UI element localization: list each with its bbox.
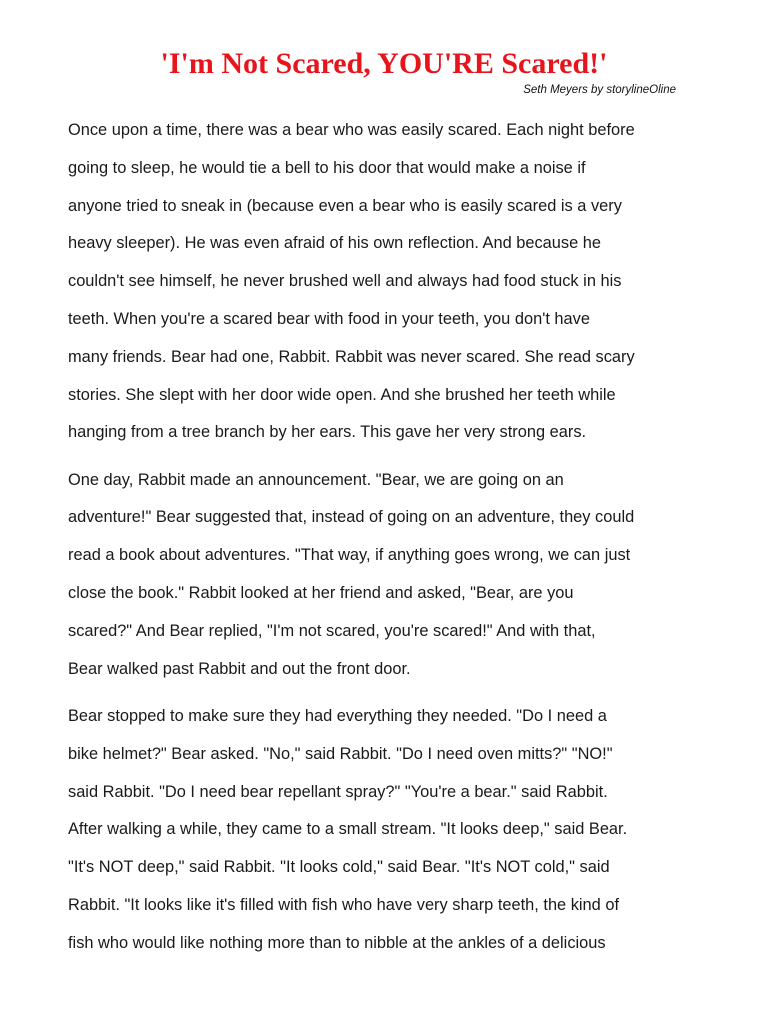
text-line: anyone tried to sneak in (because even a bear who is easily scared is a very bbox=[68, 196, 622, 215]
text-line: Bear walked past Rabbit and out the front door. bbox=[68, 659, 411, 678]
text-line: couldn't see himself, he never brushed well and always had food stuck in his bbox=[68, 272, 622, 291]
text-line: adventure!" Bear suggested that, instead of going on an adventure, they could bbox=[68, 508, 635, 527]
text-line: scared?" And Bear replied, "I'm not scared, you're scared!" And with that, bbox=[68, 621, 596, 640]
text-line: said Rabbit. "Do I need bear repellant spray?" "You're a bear." said Rabbit. bbox=[68, 782, 608, 801]
text-line: close the book." Rabbit looked at her friend and asked, "Bear, are you bbox=[68, 584, 574, 603]
text-line: going to sleep, he would tie a bell to his door that would make a noise if bbox=[68, 158, 586, 177]
text-line: bike helmet?" Bear asked. "No," said Rabbit. "Do I need oven mitts?" "NO!" bbox=[68, 744, 613, 763]
text-line: heavy sleeper). He was even afraid of his own reflection. And because he bbox=[68, 234, 602, 253]
text-line: stories. She slept with her door wide open. And she brushed her teeth while bbox=[68, 385, 616, 404]
paragraph-3 bbox=[68, 698, 708, 963]
text-line: After walking a while, they came to a small stream. "It looks deep," said Bear. bbox=[68, 820, 628, 839]
text-line: hanging from a tree branch by her ears. This gave her very strong ears. bbox=[68, 423, 587, 442]
document-title: 'I'm Not Scared, YOU'RE Scared!' bbox=[160, 47, 608, 80]
text-line: Bear stopped to make sure they had everything they needed. "Do I need a bbox=[68, 706, 607, 725]
text-line: Once upon a time, there was a bear who was easily scared. Each night before bbox=[68, 121, 635, 139]
text-line: One day, Rabbit made an announcement. "Bear, we are going on an bbox=[68, 470, 564, 489]
text-line: fish who would like nothing more than to nibble at the ankles of a delicious bbox=[68, 933, 606, 952]
paragraph-1 bbox=[68, 112, 708, 452]
text-line: read a book about adventures. "That way, if anything goes wrong, we can just bbox=[68, 546, 631, 565]
text-line: many friends. Bear had one, Rabbit. Rabbit was never scared. She read scary bbox=[68, 347, 635, 366]
document-body bbox=[68, 112, 708, 972]
paragraph-2 bbox=[68, 462, 708, 689]
text-line: teeth. When you're a scared bear with food in your teeth, you don't have bbox=[68, 309, 590, 328]
document-byline: Seth Meyers by storylineOline bbox=[523, 84, 676, 96]
text-line: "It's NOT deep," said Rabbit. "It looks cold," said Bear. "It's NOT cold," said bbox=[68, 858, 610, 877]
text-line: Rabbit. "It looks like it's filled with fish who have very sharp teeth, the kind of bbox=[68, 895, 620, 914]
